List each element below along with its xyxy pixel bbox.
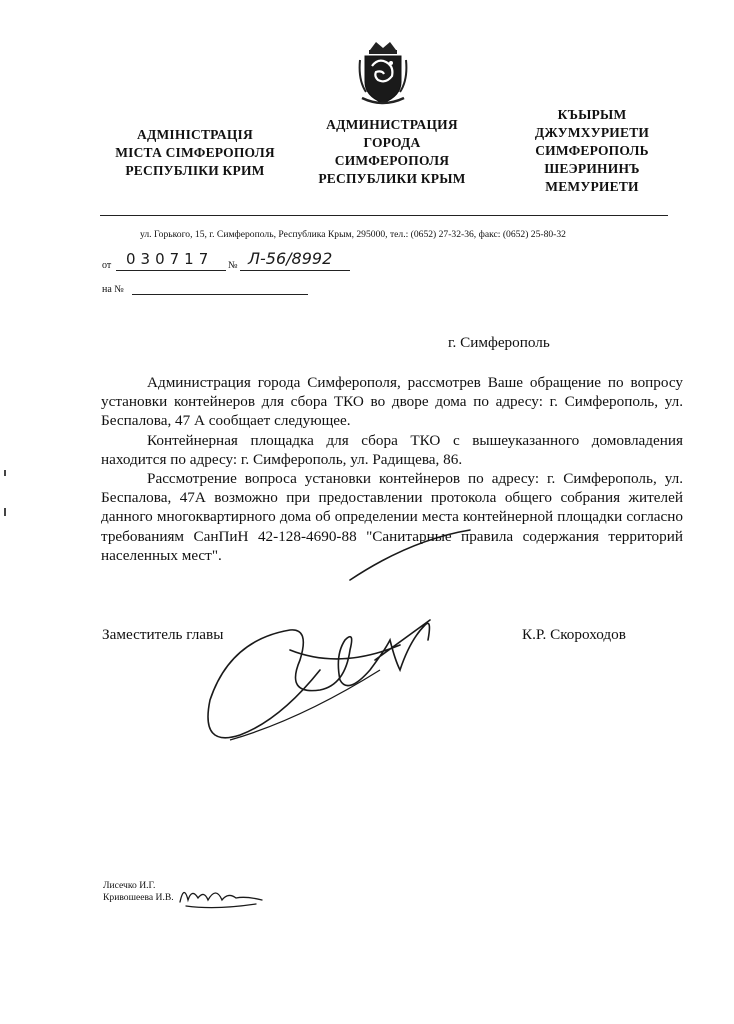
header-ru-line: АДМИНИСТРАЦИЯ: [326, 117, 458, 132]
header-ukrainian: [100, 126, 290, 180]
number-value: Л-56/8992: [248, 249, 333, 268]
header-ru-line: ГОРОДА: [363, 135, 421, 150]
executor-2: Кривошеева И.В.: [103, 892, 174, 903]
body-paragraph: Рассмотрение вопроса установки контейнеров по адресу: г. Симферополь, ул. Беспалова, 47А возможно при предоставлении протокола общего собрания жителей данного многоквартирного дома об определении места контейнерной площадки согласно требованиям СанПиН 42-128-4690-88 "Санитарные правила содержания территорий населенных мест".: [101, 470, 683, 564]
header-ru-line: РЕСПУБЛИКИ КРЫМ: [318, 171, 466, 186]
header-ru-line: СИМФЕРОПОЛЯ: [334, 153, 450, 168]
handwritten-signature: [170, 520, 600, 760]
header-divider: [100, 215, 668, 216]
header-crh-line: КЪЫРЫМ: [557, 107, 627, 122]
address-line: ул. Горького, 15, г. Симферополь, Республика Крым, 295000, тел.: (0652) 27-32-36, факс: (0652) 25-80-32: [140, 229, 566, 240]
reply-label: на №: [102, 284, 124, 295]
body-paragraph: Контейнерная площадка для сбора ТКО с вышеуказанного домовладения находится по адресу: г. Симферополь, ул. Радищева, 86.: [101, 431, 683, 468]
signatory-name: К.Р. Скороходов: [522, 626, 626, 643]
number-underline: [240, 270, 350, 271]
from-label: от: [102, 260, 112, 271]
scan-mark: [4, 508, 6, 516]
header-uk-line: АДМІНІСТРАЦІЯ: [137, 127, 253, 142]
header-russian: [300, 116, 484, 188]
date-value: 030717: [126, 250, 214, 268]
header-crh-line: СИМФЕРОПОЛЬ: [535, 143, 649, 158]
date-underline: [116, 270, 226, 271]
signatory-position: Заместитель главы: [102, 626, 224, 643]
header-crh-line: ШЕЭРИНИНЪ: [544, 161, 640, 176]
scan-mark: [4, 470, 6, 476]
header-crh-line: МЕМУРИЕТИ: [545, 179, 639, 194]
header-uk-line: МІСТА СІМФЕРОПОЛЯ: [115, 145, 275, 160]
header-crimean-tatar: [512, 106, 672, 196]
coat-of-arms-emblem: [356, 40, 410, 106]
executor-initials-signature: [176, 880, 266, 912]
reply-underline: [132, 294, 308, 295]
executor-1: Лисечко И.Г.: [103, 880, 156, 891]
body-paragraph: Администрация города Симферополя, рассмотрев Ваше обращение по вопросу установки контейнеров для сбора ТКО во дворе дома по адресу: г. Симферополь, ул. Беспалова, 47 А сообщает следующее.: [101, 374, 683, 430]
header-crh-line: ДЖУМХУРИЕТИ: [534, 125, 650, 140]
number-label: №: [228, 260, 238, 271]
city: г. Симферополь: [448, 334, 550, 351]
header-uk-line: РЕСПУБЛІКИ КРИМ: [125, 163, 265, 178]
